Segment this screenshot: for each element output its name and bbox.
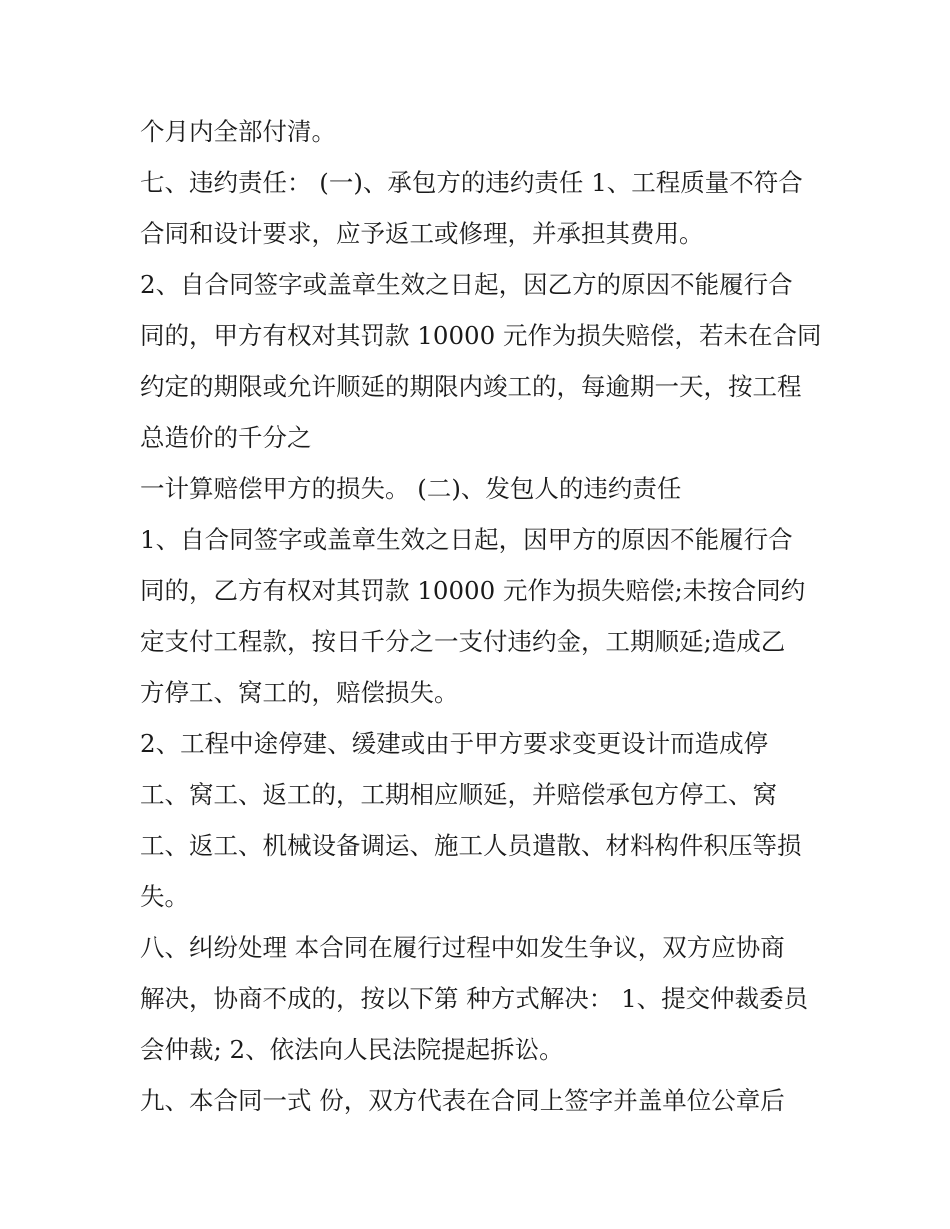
text-line: 1、自合同签字或盖章生效之日起，因甲方的原因不能履行合 xyxy=(140,525,793,554)
text-line: 解决，协商不成的，按以下第 种方式解决： 1、提交仲裁委员 xyxy=(140,984,809,1013)
text-line: 同的，甲方有权对其罚款 10000 元作为损失赔偿，若未在合同 xyxy=(140,321,822,350)
text-line: 八、纠纷处理 本合同在履行过程中如发生争议，双方应协商 xyxy=(140,933,785,962)
text-line: 2、自合同签字或盖章生效之日起，因乙方的原因不能履行合 xyxy=(140,270,793,299)
text-line: 工、窝工、返工的，工期相应顺延，并赔偿承包方停工、窝 xyxy=(140,780,777,809)
text-line: 一计算赔偿甲方的损失。 (二)、发包人的违约责任 xyxy=(140,474,682,503)
text-line: 总造价的千分之 xyxy=(140,423,312,452)
text-line: 工、返工、机械设备调运、施工人员遣散、材料构件积压等损 xyxy=(140,831,802,860)
text-line: 同的，乙方有权对其罚款 10000 元作为损失赔偿;未按合同约 xyxy=(140,576,806,605)
text-line: 七、违约责任： (一)、承包方的违约责任 1、工程质量不符合 xyxy=(140,168,803,197)
text-line: 九、本合同一式 份，双方代表在合同上签字并盖单位公章后 xyxy=(140,1086,785,1115)
contract-text-body xyxy=(140,106,830,1126)
text-line: 方停工、窝工的，赔偿损失。 xyxy=(140,678,459,707)
text-line: 合同和设计要求，应予返工或修理，并承担其费用。 xyxy=(140,219,704,248)
text-line: 会仲裁; 2、依法向人民法院提起拆讼。 xyxy=(140,1035,564,1064)
text-line: 约定的期限或允许顺延的期限内竣工的，每逾期一天，按工程 xyxy=(140,372,802,401)
text-line: 个月内全部付清。 xyxy=(140,117,336,146)
text-line: 失。 xyxy=(140,882,189,911)
text-line: 2、工程中途停建、缓建或由于甲方要求变更设计而造成停 xyxy=(140,729,769,758)
text-line: 定支付工程款，按日千分之一支付违约金，工期顺延;造成乙 xyxy=(140,627,786,656)
